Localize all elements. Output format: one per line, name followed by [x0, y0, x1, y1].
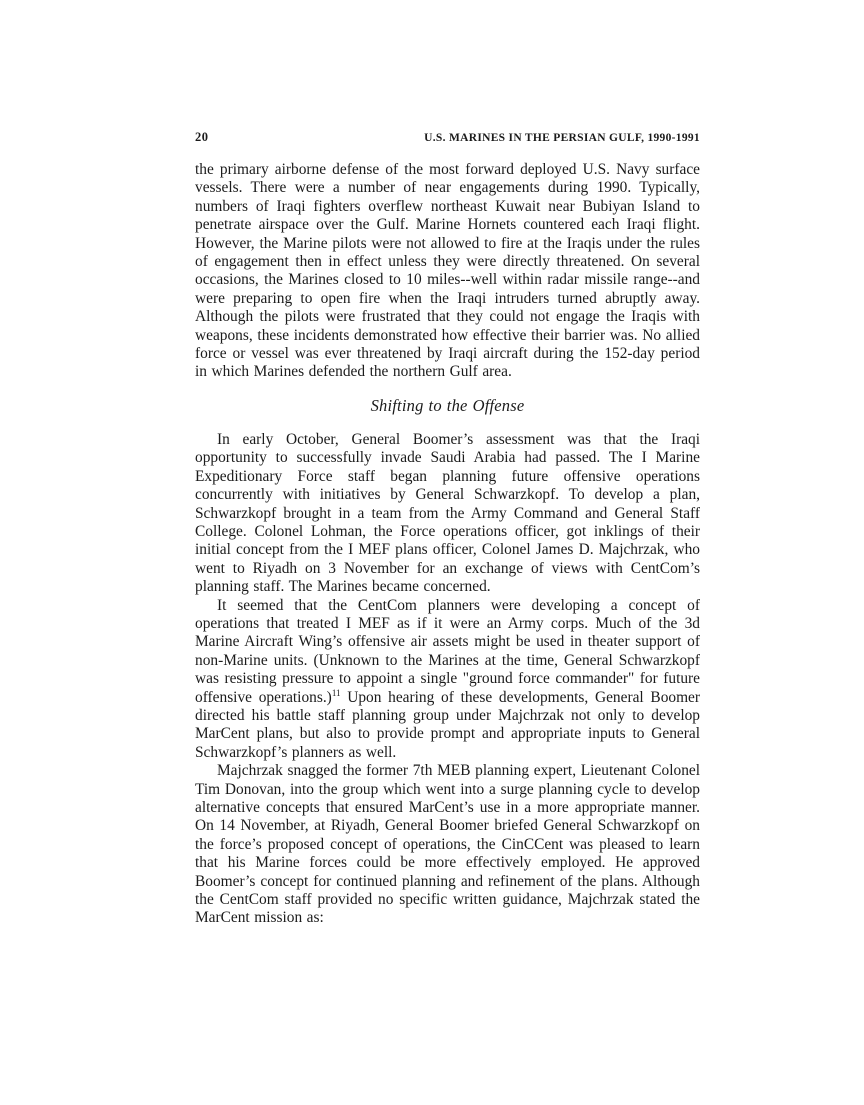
section-heading: Shifting to the Offense [370, 395, 525, 415]
page-header [195, 130, 700, 145]
page-number: 20 [195, 130, 209, 144]
paragraph-october-assessment: In early October, General Boomer’s assessment was that the Iraqi opportunity to successfully invade Saudi Arabia had passed. The I Marine Expeditionary Force staff began planning future offensive operations concurrently with initiatives by General Schwarzkopf. To develop a plan, Schwarzkopf brought in a team from the Army Command and General Staff College. Colonel Lohman, the Force operations officer, got inklings of their initial concept from the I MEF plans officer, Colonel James D. Majchrzak, who went to Riyadh on 3 November for an exchange of views with CentCom’s planning staff. The Marines became concerned. [195, 430, 700, 596]
footnote-reference-11: 11 [331, 687, 341, 698]
body-text [195, 161, 700, 928]
paragraph-centcom-planners [195, 597, 700, 763]
paragraph-centcom-planners-text: It seemed that the CentCom planners were developing a concept of operations that treated I MEF as if it were an Army corps. Much of the 3d Marine Aircraft Wing’s offensive air assets might be used in theater support of non-Marine units. (Unknown to the Marines at the time, General Schwarzkopf was resisting pressure to appoint a single "ground force commander" for future offensive operations.) [195, 596, 700, 706]
paragraph-centcom-planners-continued: Upon hearing of these developments, General Boomer directed his battle staff planning group under Majchrzak not only to develop MarCent plans, but also to provide prompt and appropriate inputs to General Schwarzkopf’s planners as well. [195, 688, 701, 761]
paragraph-air-defense: the primary airborne defense of the most forward deployed U.S. Navy surface vessels. There were a number of near engagements during 1990. Typically, numbers of Iraqi fighters overflew northeast Kuwait near Bubiyan Island to penetrate airspace over the Gulf. Marine Hornets countered each Iraqi flight. However, the Marine pilots were not allowed to fire at the Iraqis under the rules of engagement then in effect unless they were directly threatened. On several occasions, the Marines closed to 10 miles--well within radar missile range--and were preparing to open fire when the Iraqi intruders turned abruptly away. Although the pilots were frustrated that they could not engage the Iraqis with weapons, these incidents demonstrated how effective their barrier was. No allied force or vessel was ever threatened by Iraqi aircraft during the 152-day period in which Marines defended the northern Gulf area. [195, 161, 700, 381]
running-title: U.S. MARINES IN THE PERSIAN GULF, 1990-1991 [424, 132, 700, 144]
paragraph-majchrzak-mission: Majchrzak snagged the former 7th MEB planning expert, Lieutenant Colonel Tim Donovan, into the group which went into a surge planning cycle to develop alternative concepts that ensured MarCent’s use in a more appropriate manner. On 14 November, at Riyadh, General Boomer briefed General Schwarzkopf on the force’s proposed concept of operations, the CinCCent was pleased to learn that his Marine forces could be more effectively employed. He approved Boomer’s concept for continued planning and refinement of the plans. Although the CentCom staff provided no specific written guidance, Majchrzak stated the MarCent mission as: [195, 762, 700, 927]
